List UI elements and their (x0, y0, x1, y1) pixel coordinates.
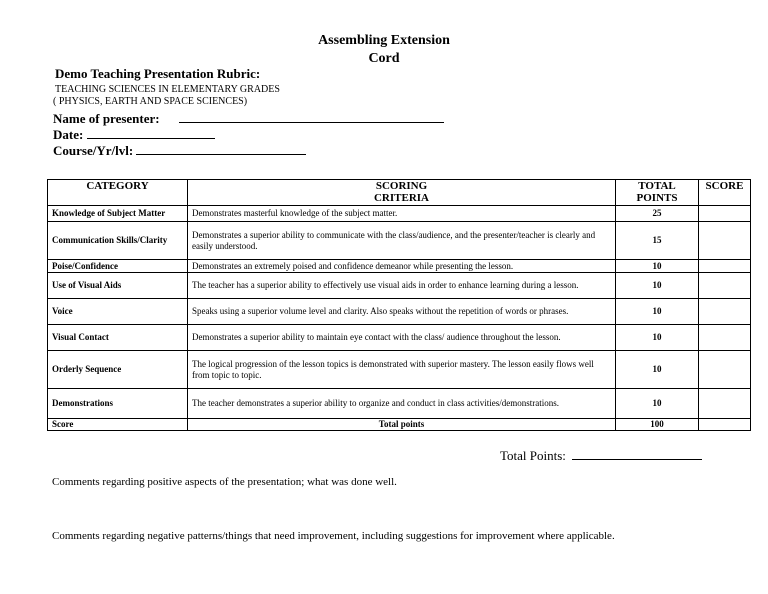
presenter-name-field (53, 110, 444, 126)
negative-comments-prompt: Comments regarding negative patterns/things that need improvement, including suggestions for improvement where applicable. (52, 530, 615, 542)
course-blank[interactable] (136, 142, 306, 155)
total-points-label: Total Points: (500, 448, 566, 463)
document-title-line1: Assembling Extension (318, 33, 450, 48)
row-criteria: Demonstrates an extremely poised and confidence demeanor while presenting the lesson. (188, 260, 616, 273)
total-points-field (500, 447, 702, 464)
date-label: Date: (53, 127, 84, 142)
total-points-blank[interactable] (572, 447, 702, 460)
table-row (48, 351, 751, 389)
table-row (48, 299, 751, 325)
row-score-cell[interactable] (699, 206, 751, 222)
row-category: Orderly Sequence (48, 351, 188, 389)
course-field (53, 142, 306, 158)
row-category: Visual Contact (48, 325, 188, 351)
row-score-cell[interactable] (699, 325, 751, 351)
header-criteria: SCORING CRITERIA (188, 180, 616, 206)
table-row (48, 260, 751, 273)
row-score-cell[interactable] (699, 389, 751, 419)
presenter-name-blank[interactable] (179, 110, 444, 123)
presenter-name-label: Name of presenter: (53, 111, 160, 126)
subtitle-line2: ( PHYSICS, EARTH AND SPACE SCIENCES) (53, 96, 248, 107)
row-score-cell[interactable] (699, 299, 751, 325)
table-row (48, 222, 751, 260)
header-total-points: TOTAL POINTS (616, 180, 699, 206)
row-points: 15 (616, 222, 699, 260)
row-score-cell[interactable] (699, 273, 751, 299)
table-row (48, 325, 751, 351)
table-header-row (48, 180, 751, 206)
row-score-cell[interactable] (699, 260, 751, 273)
row-criteria: The teacher has a superior ability to effectively use visual aids in order to enhance learning during a lesson. (188, 273, 616, 299)
table-row (48, 206, 751, 222)
table-row (48, 389, 751, 419)
footer-total-label: Total points (188, 419, 616, 431)
row-criteria: The teacher demonstrates a superior ability to organize and conduct in class activities/demonstrations. (188, 389, 616, 419)
row-category: Demonstrations (48, 389, 188, 419)
footer-score-label: Score (48, 419, 188, 431)
table-footer-row (48, 419, 751, 431)
row-points: 10 (616, 325, 699, 351)
row-points: 10 (616, 389, 699, 419)
row-points: 10 (616, 299, 699, 325)
row-category: Use of Visual Aids (48, 273, 188, 299)
row-points: 10 (616, 273, 699, 299)
date-field (53, 126, 215, 142)
rubric-title: Demo Teaching Presentation Rubric: (55, 66, 261, 81)
row-criteria: Demonstrates masterful knowledge of the subject matter. (188, 206, 616, 222)
header-category: CATEGORY (48, 180, 188, 206)
subtitle-line1: TEACHING SCIENCES IN ELEMENTARY GRADES (55, 84, 280, 95)
row-score-cell[interactable] (699, 351, 751, 389)
footer-total-value: 100 (616, 419, 699, 431)
row-criteria: Demonstrates a superior ability to communicate with the class/audience, and the presenter/teacher is clearly and easily understood. (188, 222, 616, 260)
table-row (48, 273, 751, 299)
row-category: Communication Skills/Clarity (48, 222, 188, 260)
footer-score-cell[interactable] (699, 419, 751, 431)
document-title-line2: Cord (368, 51, 400, 66)
row-category: Knowledge of Subject Matter (48, 206, 188, 222)
positive-comments-prompt: Comments regarding positive aspects of the presentation; what was done well. (52, 476, 397, 488)
date-blank[interactable] (87, 126, 215, 139)
row-criteria: Demonstrates a superior ability to maintain eye contact with the class/ audience throughout the lesson. (188, 325, 616, 351)
row-points: 25 (616, 206, 699, 222)
row-category: Voice (48, 299, 188, 325)
row-category: Poise/Confidence (48, 260, 188, 273)
row-points: 10 (616, 351, 699, 389)
rubric-table (47, 179, 751, 431)
row-criteria: Speaks using a superior volume level and clarity. Also speaks without the repetition of words or phrases. (188, 299, 616, 325)
header-score: SCORE (699, 180, 751, 206)
course-label: Course/Yr/lvl: (53, 143, 134, 158)
row-criteria: The logical progression of the lesson topics is demonstrated with superior mastery. The lesson easily flows well from topic to topic. (188, 351, 616, 389)
row-score-cell[interactable] (699, 222, 751, 260)
row-points: 10 (616, 260, 699, 273)
